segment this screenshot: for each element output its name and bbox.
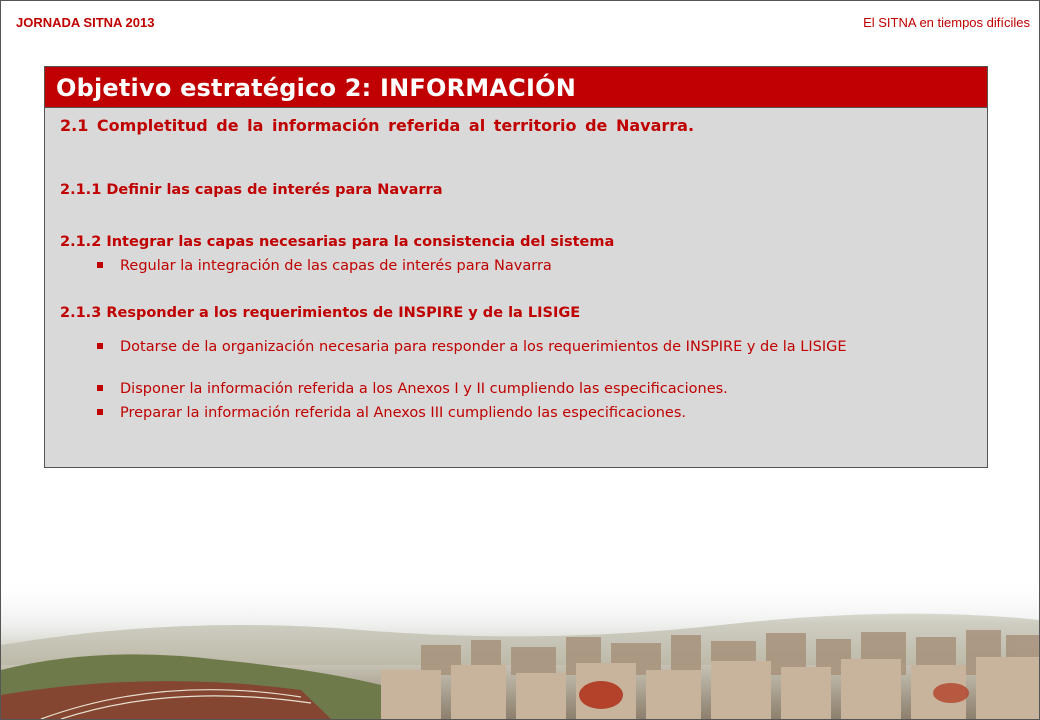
bullet-square-icon <box>97 385 103 391</box>
subsection-2-1-1-title: 2.1.1 Definir las capas de interés para Navarra <box>60 182 443 198</box>
aerial-city-photo <box>1 575 1039 719</box>
objective-panel <box>44 66 988 468</box>
bullet-item <box>120 338 950 356</box>
bullet-text: Disponer la información referida a los Anexos I y II cumpliendo las especificaciones. <box>120 381 728 397</box>
bullet-text: Preparar la información referida al Anexos III cumpliendo las especificaciones. <box>120 405 687 421</box>
subsection-2-1-2-title: 2.1.2 Integrar las capas necesarias para la consistencia del sistema <box>60 234 615 250</box>
panel-body <box>45 108 987 466</box>
bullet-square-icon <box>97 262 103 268</box>
section-heading: 2.1 Completitud de la información referida al territorio de Navarra. <box>60 116 695 135</box>
slide-subtitle: El SITNA en tiempos difíciles <box>863 15 1030 30</box>
bullet-item <box>120 380 950 398</box>
bullet-item <box>120 404 950 422</box>
city-illustration <box>1 575 1039 719</box>
bullet-text: Dotarse de la organización necesaria para responder a los requerimientos de INSPIRE y de la LISIGE <box>120 339 847 355</box>
bullet-text: Regular la integración de las capas de interés para Navarra <box>120 258 552 274</box>
panel-title: Objetivo estratégico 2: INFORMACIÓN <box>45 67 987 108</box>
event-title: JORNADA SITNA 2013 <box>16 15 155 30</box>
bullet-square-icon <box>97 409 103 415</box>
bullet-square-icon <box>97 343 103 349</box>
bullet-item <box>120 257 950 275</box>
subsection-2-1-3-title: 2.1.3 Responder a los requerimientos de INSPIRE y de la LISIGE <box>60 305 581 321</box>
